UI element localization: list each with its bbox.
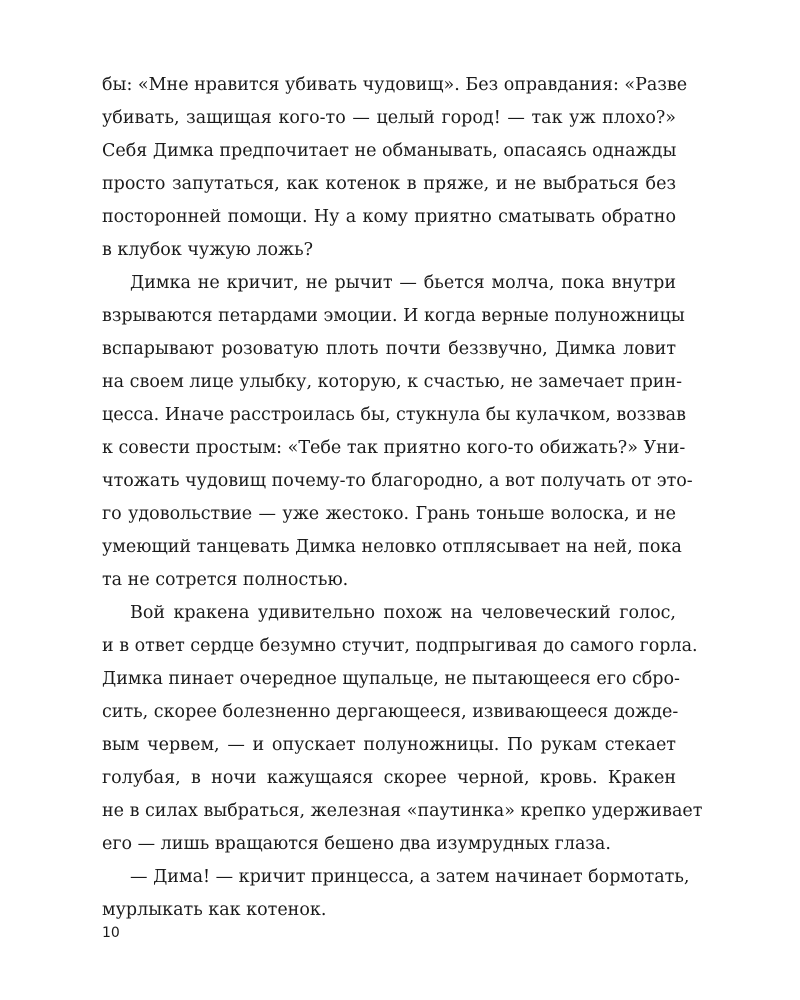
text-line: не в силах выбраться, железная «паутинка» крепко удерживает (102, 801, 703, 821)
text-line: голубая, в ночи кажущаяся скорее черной, кровь. Кракен (102, 768, 676, 788)
text-line: бы: «Мне нравится убивать чудовищ». Без оправдания: «Разве (102, 75, 688, 95)
text-line: взрываются петардами эмоции. И когда верные полуножницы (102, 306, 685, 326)
text-line: к совести простым: «Тебе так приятно кого-то обижать?» Уни- (102, 438, 686, 458)
page-number: 10 (102, 925, 120, 941)
text-line: в клубок чужую ложь? (102, 240, 314, 260)
text-line: цесса. Иначе расстроилась бы, стукнула бы кулачком, воззвав (102, 405, 686, 425)
text-line: вспарывают розоватую плоть почти беззвучно, Димка ловит (102, 339, 676, 359)
paragraph (102, 597, 703, 861)
text-line: убивать, защищая кого-то — целый город! — так уж плохо?» (102, 108, 676, 128)
body-text (102, 69, 703, 927)
text-line: сить, скорее болезненно дергающееся, извивающееся дожде- (102, 702, 679, 722)
text-line: — Дима! — кричит принцесса, а затем начинает бормотать, (130, 867, 690, 887)
text-line: на своем лице улыбку, которую, к счастью, не замечает прин- (102, 372, 683, 392)
text-line: Вой кракена удивительно похож на человеческий голос, (130, 603, 676, 623)
text-line: вым червем, — и опускает полуножницы. По рукам стекает (102, 735, 676, 755)
text-line: мурлыкать как котенок. (102, 900, 327, 920)
text-line: го удовольствие — уже жестоко. Грань тоньше волоска, и не (102, 504, 676, 524)
paragraph (102, 267, 693, 597)
text-line: Димка не кричит, не рычит — бьется молча, пока внутри (130, 273, 676, 293)
text-line: та не сотрется полностью. (102, 570, 349, 590)
text-line: и в ответ сердце безумно стучит, подпрыгивая до самого горла. (102, 636, 698, 656)
text-line: умеющий танцевать Димка неловко отплясывает на ней, пока (102, 537, 682, 557)
text-line: посторонней помощи. Ну а кому приятно сматывать обратно (102, 207, 676, 227)
text-line: чтожать чудовищ почему-то благородно, а вот получать от это- (102, 471, 693, 491)
text-line: Димка пинает очередное щупальце, не пытающееся его сбро- (102, 669, 680, 689)
paragraph (102, 861, 690, 927)
text-line: Себя Димка предпочитает не обманывать, опасаясь однажды (102, 141, 677, 161)
text-line: его — лишь вращаются бешено два изумрудных глаза. (102, 834, 611, 854)
paragraph (102, 69, 688, 267)
text-line: просто запутаться, как котенок в пряже, и не выбраться без (102, 174, 676, 194)
